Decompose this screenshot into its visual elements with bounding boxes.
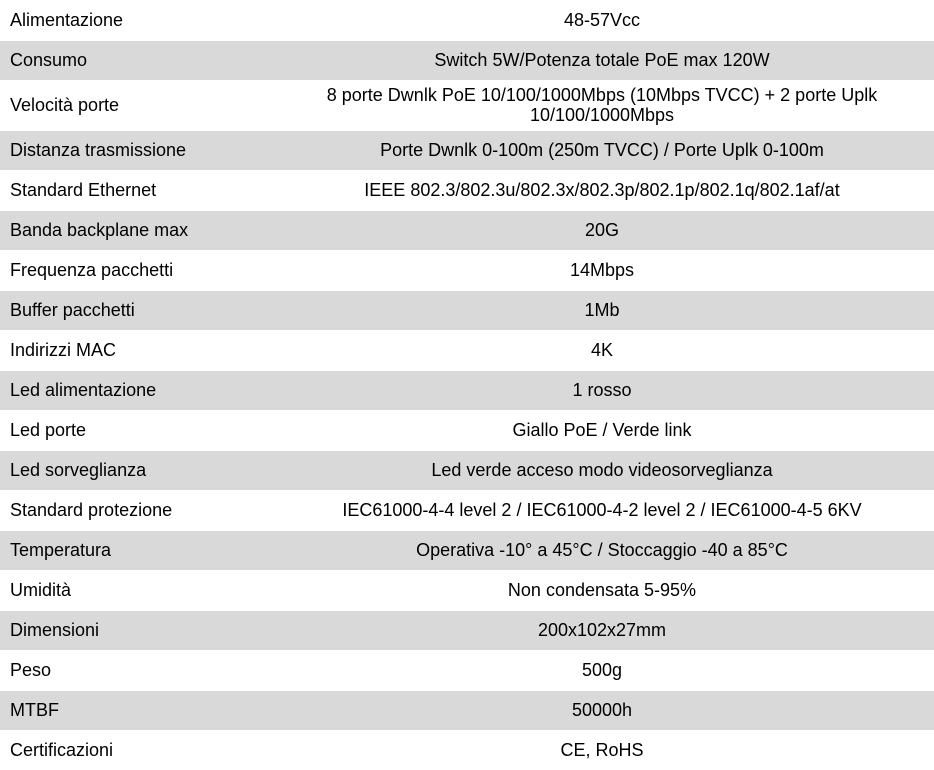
spec-value-standard-ethernet: IEEE 802.3/802.3u/802.3x/802.3p/802.1p/802.1q/802.1af/at: [270, 170, 934, 210]
spec-label-distanza-trasmissione: Distanza trasmissione: [0, 130, 270, 170]
spec-label-led-porte: Led porte: [0, 410, 270, 450]
table-row: [0, 40, 934, 80]
spec-value-buffer-pacchetti: 1Mb: [270, 290, 934, 330]
spec-label-temperatura: Temperatura: [0, 530, 270, 570]
table-row: [0, 210, 934, 250]
spec-label-led-sorveglianza: Led sorveglianza: [0, 450, 270, 490]
spec-label-dimensioni: Dimensioni: [0, 610, 270, 650]
spec-value-peso: 500g: [270, 650, 934, 690]
table-row: [0, 0, 934, 40]
spec-label-buffer-pacchetti: Buffer pacchetti: [0, 290, 270, 330]
table-row: [0, 730, 934, 770]
table-row: [0, 250, 934, 290]
spec-label-certificazioni: Certificazioni: [0, 730, 270, 770]
spec-value-alimentazione: 48-57Vcc: [270, 0, 934, 40]
table-row: [0, 370, 934, 410]
table-row: [0, 290, 934, 330]
table-row: [0, 330, 934, 370]
spec-value-led-alimentazione: 1 rosso: [270, 370, 934, 410]
spec-value-mtbf: 50000h: [270, 690, 934, 730]
table-row: [0, 170, 934, 210]
table-row: [0, 690, 934, 730]
table-row: [0, 610, 934, 650]
spec-value-certificazioni: CE, RoHS: [270, 730, 934, 770]
table-row: [0, 130, 934, 170]
spec-value-led-porte: Giallo PoE / Verde link: [270, 410, 934, 450]
table-row: [0, 530, 934, 570]
spec-value-distanza-trasmissione: Porte Dwnlk 0-100m (250m TVCC) / Porte Uplk 0-100m: [270, 130, 934, 170]
spec-label-mtbf: MTBF: [0, 690, 270, 730]
spec-value-indirizzi-mac: 4K: [270, 330, 934, 370]
spec-value-banda-backplane: 20G: [270, 210, 934, 250]
spec-label-led-alimentazione: Led alimentazione: [0, 370, 270, 410]
spec-value-standard-protezione: IEC61000-4-4 level 2 / IEC61000-4-2 level 2 / IEC61000-4-5 6KV: [270, 490, 934, 530]
spec-label-consumo: Consumo: [0, 40, 270, 80]
table-row: [0, 570, 934, 610]
spec-label-standard-protezione: Standard protezione: [0, 490, 270, 530]
spec-value-consumo: Switch 5W/Potenza totale PoE max 120W: [270, 40, 934, 80]
spec-label-banda-backplane: Banda backplane max: [0, 210, 270, 250]
spec-value-dimensioni: 200x102x27mm: [270, 610, 934, 650]
spec-label-peso: Peso: [0, 650, 270, 690]
spec-label-umidita: Umidità: [0, 570, 270, 610]
spec-label-frequenza-pacchetti: Frequenza pacchetti: [0, 250, 270, 290]
spec-label-standard-ethernet: Standard Ethernet: [0, 170, 270, 210]
table-row: [0, 410, 934, 450]
spec-value-temperatura: Operativa -10° a 45°C / Stoccaggio -40 a 85°C: [270, 530, 934, 570]
table-row: [0, 650, 934, 690]
spec-value-led-sorveglianza: Led verde acceso modo videosorveglianza: [270, 450, 934, 490]
spec-value-umidita: Non condensata 5-95%: [270, 570, 934, 610]
table-row: [0, 490, 934, 530]
spec-label-alimentazione: Alimentazione: [0, 0, 270, 40]
table-row: [0, 450, 934, 490]
spec-label-velocita-porte: Velocità porte: [0, 80, 270, 130]
spec-value-frequenza-pacchetti: 14Mbps: [270, 250, 934, 290]
table-row: [0, 80, 934, 130]
spec-value-velocita-porte: 8 porte Dwnlk PoE 10/100/1000Mbps (10Mbps TVCC) + 2 porte Uplk 10/100/1000Mbps: [270, 80, 934, 130]
spec-label-indirizzi-mac: Indirizzi MAC: [0, 330, 270, 370]
